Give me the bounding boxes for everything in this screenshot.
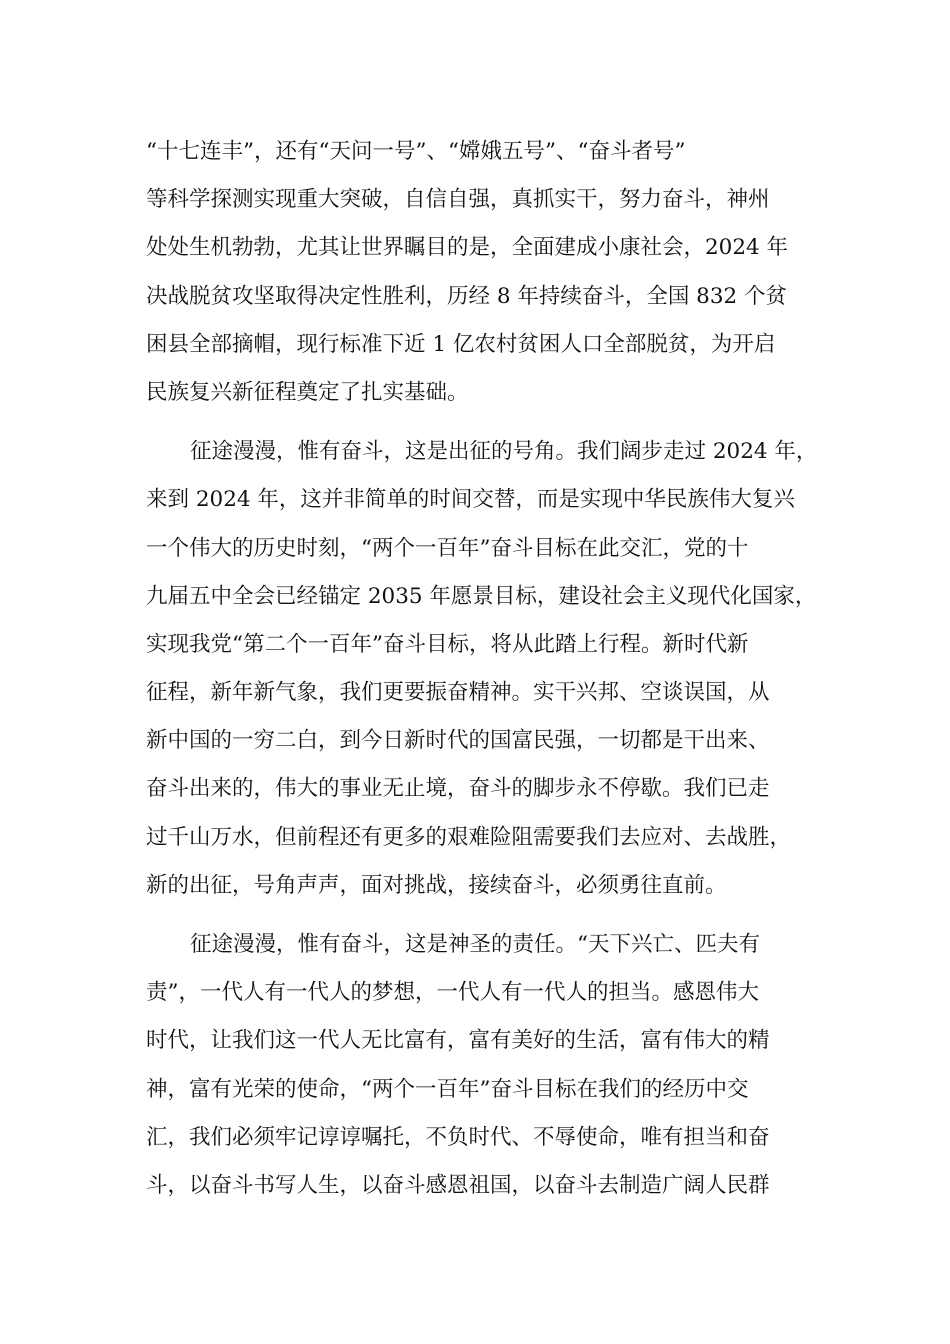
text-line: 决战脱贫攻坚取得决定性胜利，历经 8 年持续奋斗，全国 832 个贫 [146,283,788,309]
text-line: 实现我党“第二个一百年”奋斗目标，将从此踏上行程。新时代新 [146,631,749,657]
text-line: 过千山万水，但前程还有更多的艰难险阻需要我们去应对、去战胜， [146,824,792,850]
document-body [146,128,826,1210]
text-line: 来到 2024 年，这并非简单的时间交替，而是实现中华民族伟大复兴 [146,487,795,513]
text-line: 处处生机勃勃，尤其让世界瞩目的是，全面建成小康社会，2024 年 [146,235,789,261]
text-line: 等科学探测实现重大突破，自信自强，真抓实干，努力奋斗，神州 [146,187,770,213]
text-line: 奋斗出来的，伟大的事业无止境，奋斗的脚步永不停歇。我们已走 [146,776,770,802]
text-line: 新的出征，号角声声，面对挑战，接续奋斗，必须勇往直前。 [146,872,727,898]
text-line: 征途漫漫，惟有奋斗，这是出征的号角。我们阔步走过 2024 年， [190,439,818,465]
text-line: 九届五中全会已经锚定 2035 年愿景目标，建设社会主义现代化国家， [146,583,817,609]
text-line: 征途漫漫，惟有奋斗，这是神圣的责任。“天下兴亡、匹夫有 [190,932,760,957]
paragraph-3 [146,921,826,1210]
text-line: 困县全部摘帽，现行标准下近 1 亿农村贫困人口全部脱贫，为开启 [146,331,776,357]
text-line: 时代，让我们这一代人无比富有，富有美好的生活，富有伟大的精 [146,1028,770,1054]
text-line: 斗，以奋斗书写人生，以奋斗感恩祖国，以奋斗去制造广阔人民群 [146,1172,770,1198]
paragraph-gap [146,910,826,921]
text-line: 民族复兴新征程奠定了扎实基础。 [146,379,469,405]
text-line: 神，富有光荣的使命，“两个一百年”奋斗目标在我们的经历中交 [146,1076,749,1102]
paragraph-1 [146,128,826,417]
text-line: 汇，我们必须牢记谆谆嘱托，不负时代、不辱使命，唯有担当和奋 [146,1124,770,1150]
text-line: 责”，一代人有一代人的梦想，一代人有一代人的担当。感恩伟大 [146,980,759,1006]
paragraph-2 [146,428,826,910]
text-line: 征程，新年新气象，我们更要振奋精神。实干兴邦、空谈误国，从 [146,680,770,706]
text-line: 一个伟大的历史时刻，“两个一百年”奋斗目标在此交汇，党的十 [146,535,749,561]
paragraph-gap [146,417,826,428]
text-line: 新中国的一穷二白，到今日新时代的国富民强，一切都是干出来、 [146,728,770,754]
text-line: “十七连丰”，还有“天问一号”、“嫦娥五号”、“奋斗者号” [146,139,686,164]
